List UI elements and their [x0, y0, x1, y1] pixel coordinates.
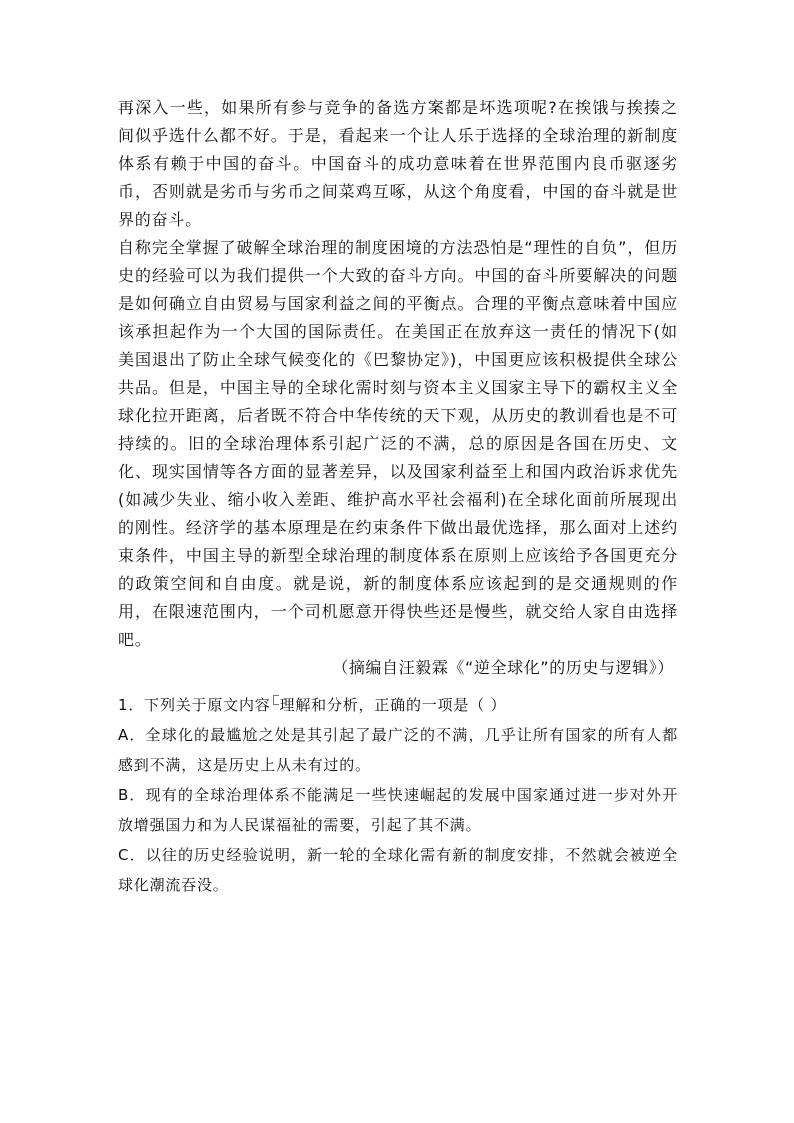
- document-content: [118, 94, 678, 900]
- bracket-mark-icon: [273, 695, 279, 705]
- option-c: C．以往的历史经验说明，新一轮的全球化需有新的制度安排，不然就会被逆全球化潮流吞没。: [118, 846, 678, 894]
- question-block: [118, 690, 678, 900]
- paragraph-1: 再深入一些，如果所有参与竞争的备选方案都是坏选项呢?在挨饿与挨揍之间似乎选什么都不好。于是，看起来一个让人乐于选择的全球治理的新制度体系有赖于中国的奋斗。中国奋斗的成功意味着在世界范围内良币驱逐劣币，否则就是劣币与劣币之间菜鸡互啄，从这个角度看，中国的奋斗就是世界的奋斗。: [118, 98, 678, 229]
- paragraph-2: 自称完全掌握了破解全球治理的制度困境的方法恐怕是“理性的自负”，但历史的经验可以为我们提供一个大致的奋斗方向。中国的奋斗所要解决的问题是如何确立自由贸易与国家利益之间的平衡点。合理的平衡点意味着中国应该承担起作为一个大国的国际责任。在美国正在放弃这一责任的情况下(如美国退出了防止全球气候变化的《巴黎协定》)，中国更应该积极提供全球公共品。但是，中国主导的全球化需时刻与资本主义国家主导下的霸权主义全球化拉开距离，后者既不符合中华传统的天下观，从历史的教训看也是不可持续的。旧的全球治理体系引起广泛的不满，总的原因是各国在历史、文化、现实国情等各方面的显著差异，以及国家利益至上和国内政治诉求优先(如减少失业、缩小收入差距、维护高水平社会福利)在全球化面前所展现出的刚性。经济学的基本原理是在约束条件下做出最优选择，那么面对上述约束条件，中国主导的新型全球治理的制度体系在原则上应该给予各国更充分的政策空间和自由度。就是说，新的制度体系应该起到的是交通规则的作用，在限速范围内，一个司机愿意开得快些还是慢些，就交给人家自由选择吧。: [118, 238, 678, 649]
- option-a: A．全球化的最尴尬之处是其引起了最广泛的不满，几乎让所有国家的所有人都感到不满，这是历史上从未有过的。: [118, 726, 678, 774]
- question-stem-after: 理解和分析，正确的一项是（ ）: [279, 696, 507, 714]
- question-stem-before: 1．下列关于原文内容: [118, 696, 271, 714]
- option-b: B．现有的全球治理体系不能满足一些快速崛起的发展中国家通过进一步对外开放增强国力和为人民谋福祉的需要，引起了其不满。: [118, 786, 678, 834]
- question-stem: [118, 690, 678, 720]
- source-citation: （摘编自汪毅霖《“逆全球化”的历史与逻辑》）: [332, 658, 674, 677]
